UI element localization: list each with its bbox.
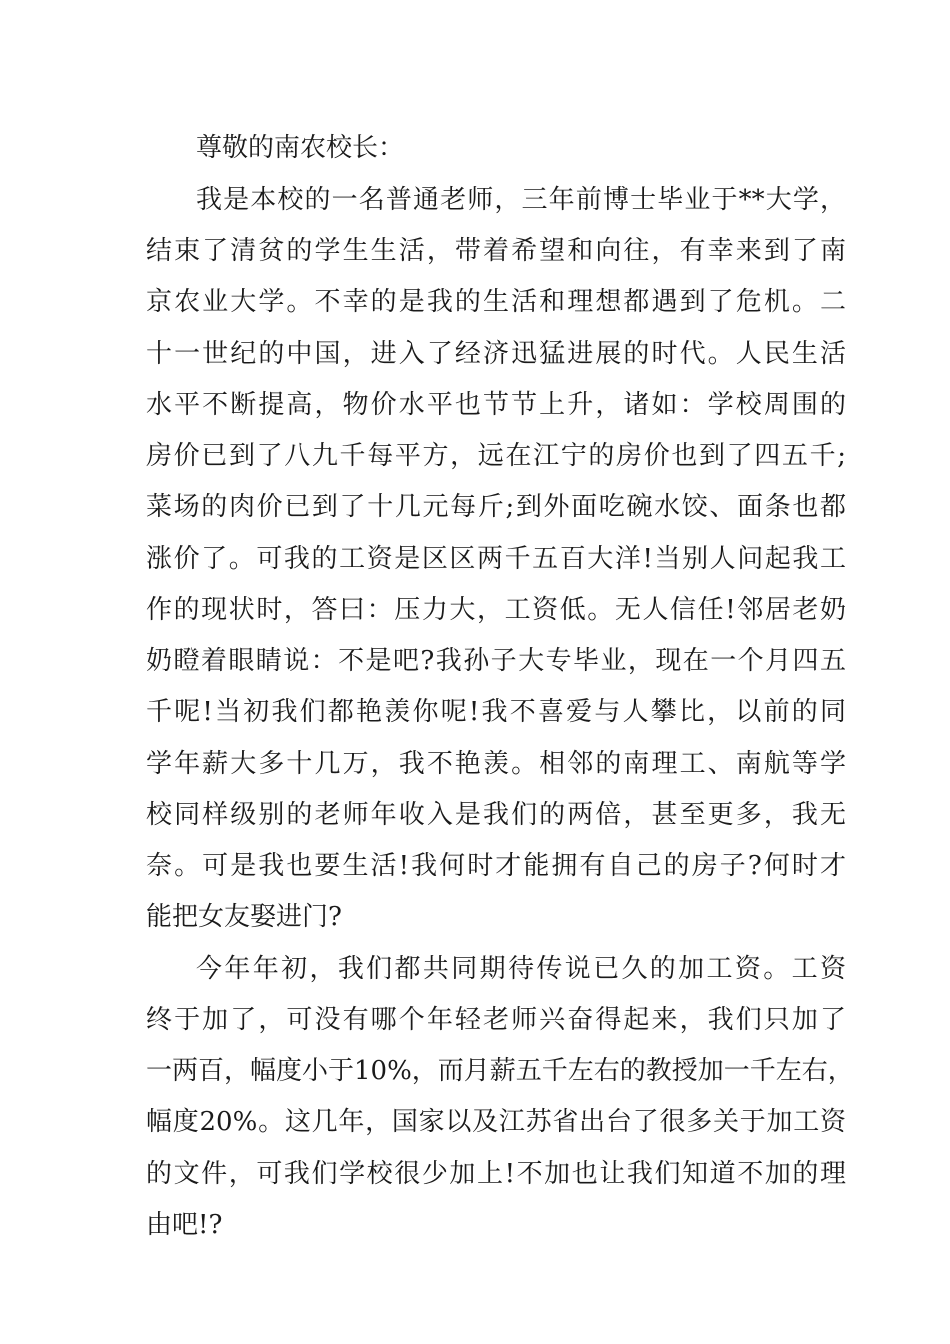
paragraph-1-line-8: 涨价了。可我的工资是区区两千五百大洋!当别人问起我工 bbox=[146, 544, 846, 574]
paragraph-1-line-14: 奈。可是我也要生活!我何时才能拥有自己的房子?何时才 bbox=[146, 851, 846, 881]
paragraph-2-line-2: 终于加了，可没有哪个年轻老师兴奋得起来，我们只加了 bbox=[146, 1005, 846, 1035]
salutation: 尊敬的南农校长： bbox=[196, 133, 405, 163]
paragraph-2-line-1: 今年年初，我们都共同期待传说已久的加工资。工资 bbox=[196, 954, 846, 984]
paragraph-1-line-6: 房价已到了八九千每平方，远在江宁的房价也到了四五千; bbox=[146, 441, 846, 471]
paragraph-1-line-5: 水平不断提高，物价水平也节节上升，诸如：学校周围的 bbox=[146, 390, 846, 420]
paragraph-1-line-7: 菜场的肉价已到了十几元每斤;到外面吃碗水饺、面条也都 bbox=[146, 492, 846, 522]
paragraph-1-line-1: 我是本校的一名普通老师，三年前博士毕业于**大学， bbox=[196, 185, 846, 215]
paragraph-1-line-9: 作的现状时，答曰：压力大，工资低。无人信任!邻居老奶 bbox=[146, 595, 846, 625]
paragraph-1-line-2: 结束了清贫的学生生活，带着希望和向往，有幸来到了南 bbox=[146, 236, 846, 266]
paragraph-2-line-3: 一两百，幅度小于10%，而月薪五千左右的教授加一千左右， bbox=[146, 1056, 854, 1086]
paragraph-1-line-13: 校同样级别的老师年收入是我们的两倍，甚至更多，我无 bbox=[146, 800, 846, 830]
paragraph-2-line-4: 幅度20%。这几年，国家以及江苏省出台了很多关于加工资 bbox=[146, 1107, 846, 1137]
paragraph-1-line-15: 能把女友娶进门? bbox=[146, 902, 342, 932]
paragraph-1-line-10: 奶瞪着眼睛说：不是吧?我孙子大专毕业，现在一个月四五 bbox=[146, 646, 846, 676]
paragraph-2-line-5: 的文件，可我们学校很少加上!不加也让我们知道不加的理 bbox=[146, 1159, 846, 1189]
paragraph-1-line-3: 京农业大学。不幸的是我的生活和理想都遇到了危机。二 bbox=[146, 287, 846, 317]
paragraph-1-line-12: 学年薪大多十几万，我不艳羡。相邻的南理工、南航等学 bbox=[146, 749, 846, 779]
paragraph-2-line-6: 由吧!? bbox=[146, 1210, 223, 1240]
paragraph-1-line-4: 十一世纪的中国，进入了经济迅猛进展的时代。人民生活 bbox=[146, 339, 846, 369]
paragraph-1-line-11: 千呢!当初我们都艳羡你呢!我不喜爱与人攀比，以前的同 bbox=[146, 697, 846, 727]
